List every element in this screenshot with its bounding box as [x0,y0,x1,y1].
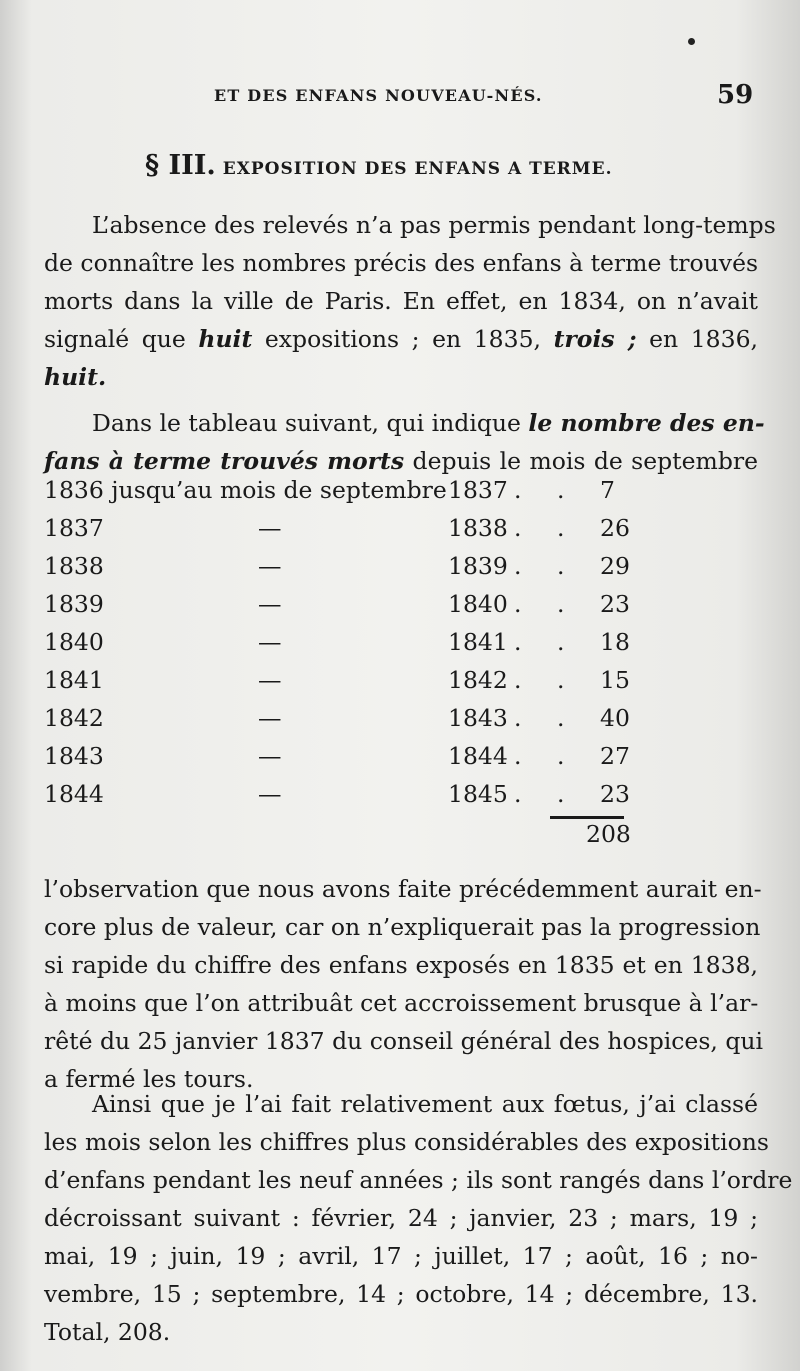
page-number: 59 [717,80,754,110]
running-head: ET DES ENFANS NOUVEAU-NÉS. [214,86,543,105]
paragraph-3 [44,870,764,1098]
ink-dot [688,38,695,45]
table-row [44,552,744,590]
paragraph-2 [44,404,765,480]
period-to: 1838 [448,514,508,542]
text-run: depuis le mois de septembre [404,447,759,475]
period-to: 1842 [448,666,508,694]
text-run: expositions ; en 1835, [252,325,554,353]
count: 29 [600,552,630,580]
leader-dots: . . [514,704,579,732]
text-line: mai, 19 ; juin, 19 ; avril, 17 ; juillet, 17 ; août, 16 ; no- [44,1242,758,1270]
period-from: 1841 [44,666,104,694]
table-row [44,742,744,780]
count: 26 [600,514,630,542]
period-from: 1837 [44,514,104,542]
period-to: 1840 [448,590,508,618]
emphasis-text: huit. [44,363,107,391]
range-dash: — [258,704,282,732]
table-row [44,666,744,704]
leader-dots: . . [514,628,579,656]
period-from: 1838 [44,552,104,580]
section-title: EXPOSITION DES ENFANS A TERME. [222,159,613,179]
leader-dots: . . [514,476,579,504]
emphasis-text: le nombre des en- [528,409,765,437]
text-line: de connaître les nombres précis des enfans à terme trouvés [44,249,759,277]
text-line: d’enfans pendant les neuf années ; ils sont rangés dans l’ordre [44,1166,793,1194]
text-run: Dans le tableau suivant, qui indique [92,409,529,437]
period-from: 1839 [44,590,104,618]
leader-dots: . . [514,590,579,618]
section-heading [145,150,613,181]
text-run: en 1836, [636,325,758,353]
table-total: 208 [586,820,631,848]
table-row [44,780,744,818]
text-line: rêté du 25 janvier 1837 du conseil général des hospices, qui [44,1027,764,1055]
text-line: a fermé les tours. [44,1065,254,1093]
leader-dots: . . [514,552,579,580]
text-run: signalé que [44,325,199,353]
range-dash: — [258,742,282,770]
count: 40 [600,704,630,732]
table-row [44,476,744,514]
text-line: L’absence des relevés n’a pas permis pendant long-temps [92,211,776,239]
total-rule [550,816,624,819]
range-dash: — [258,590,282,618]
count: 18 [600,628,630,656]
leader-dots: . . [514,780,579,808]
count: 23 [600,590,630,618]
count: 7 [600,476,615,504]
emphasis-text: huit [198,325,253,353]
range-dash: — [258,780,282,808]
table-row [44,628,744,666]
leader-dots: . . [514,666,579,694]
text-line: vembre, 15 ; septembre, 14 ; octobre, 14 ; décembre, 13. [44,1280,758,1308]
paragraph-1 [44,206,776,396]
range-dash: — [258,628,282,656]
period-to: 1839 [448,552,508,580]
text-line: si rapide du chiffre des enfans exposés en 1835 et en 1838, [44,951,758,979]
period-to: 1837 [448,476,508,504]
paragraph-4 [44,1085,793,1351]
text-line [44,442,758,480]
text-line: décroissant suivant : février, 24 ; janvier, 23 ; mars, 19 ; [44,1204,758,1232]
period-from: 1844 [44,780,104,808]
count: 15 [600,666,630,694]
text-line: core plus de valeur, car on n’expliquerait pas la progression [44,913,761,941]
period-from: 1842 [44,704,104,732]
text-line: les mois selon les chiffres plus considérables des expositions [44,1128,769,1156]
text-line: morts dans la ville de Paris. En effet, en 1834, on n’avait [44,287,758,315]
emphasis-text: trois ; [553,325,637,353]
period-to: 1845 [448,780,508,808]
range-dash: — [258,552,282,580]
range-dash: — [258,514,282,542]
period-to: 1841 [448,628,508,656]
count: 23 [600,780,630,808]
page-header [0,80,800,114]
period-to: 1844 [448,742,508,770]
text-line: l’observation que nous avons faite précédemment aurait en- [44,875,762,903]
period-to: 1843 [448,704,508,732]
text-line: à moins que l’on attribuât cet accroissement brusque à l’ar- [44,989,759,1017]
period-from: 1843 [44,742,104,770]
period-from: 1836 jusqu’au mois de septembre [44,476,447,504]
count: 27 [600,742,630,770]
range-dash: — [258,666,282,694]
period-from: 1840 [44,628,104,656]
text-line [44,320,758,358]
table-row [44,514,744,552]
leader-dots: . . [514,742,579,770]
exposition-table [44,476,744,818]
emphasis-text: fans à terme trouvés morts [44,447,405,475]
section-number: § III. [145,150,216,181]
text-line: Total, 208. [44,1318,171,1346]
table-row [44,590,744,628]
leader-dots: . . [514,514,579,542]
text-line: Ainsi que je l’ai fait relativement aux fœtus, j’ai classé [92,1090,758,1118]
table-row [44,704,744,742]
text-line [44,404,765,442]
